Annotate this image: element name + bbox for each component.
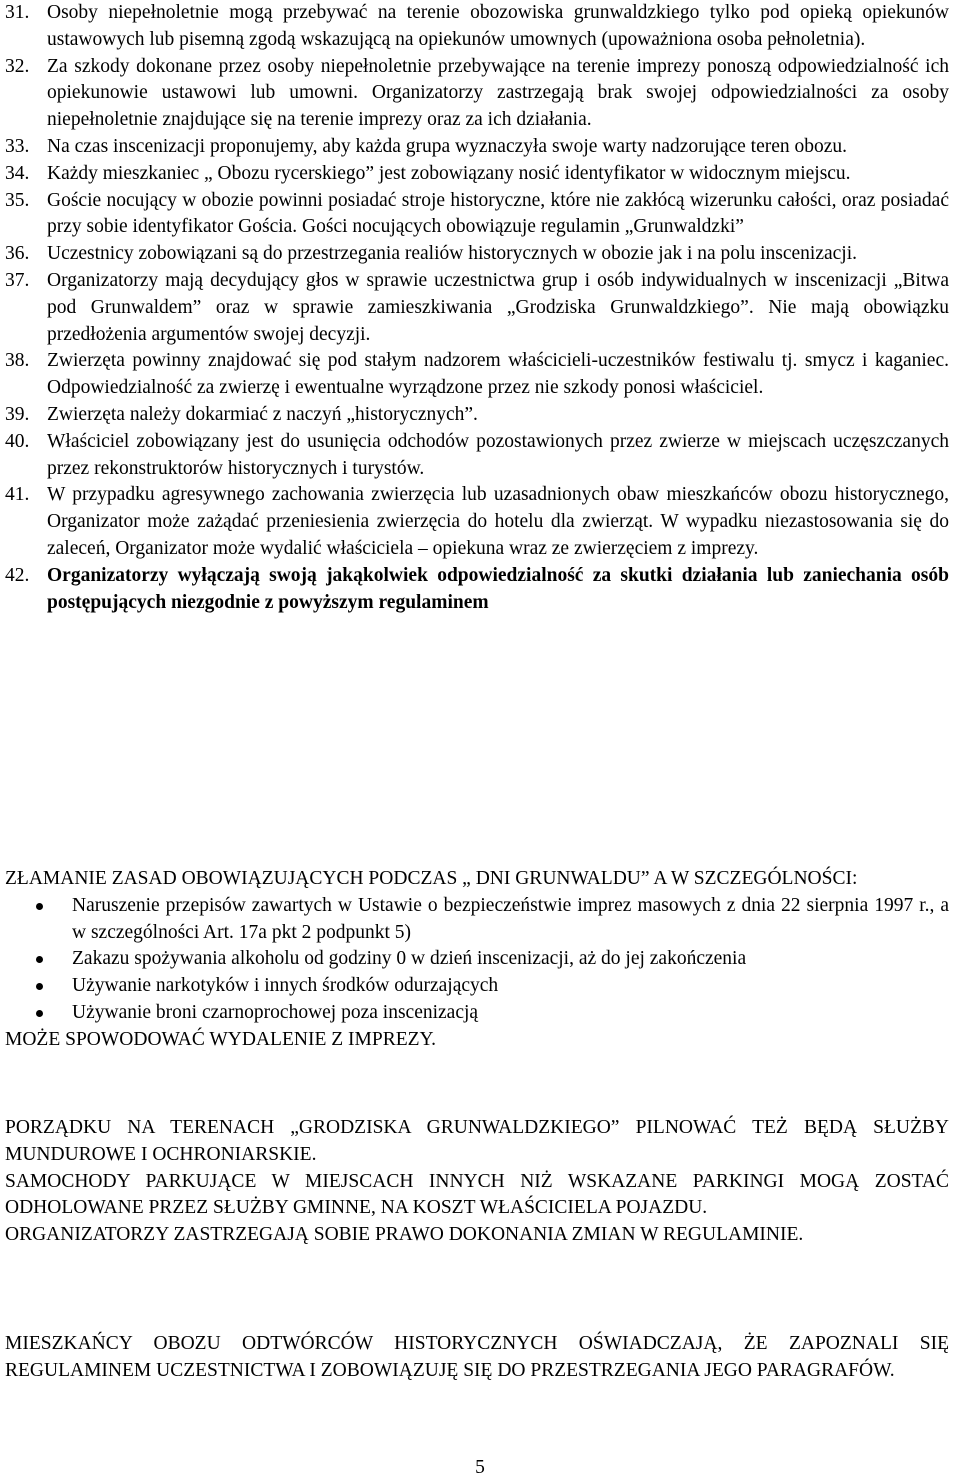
- rule-text: Organizatorzy mają decydujący głos w sprawie uczestnictwa grup i osób indywidualnych w inscenizacji „Bitwa pod Grunwaldem” oraz w sprawie zamieszkiwania „Grodziska Grunwaldzkiego”. Nie mają obowiązku przedłożenia argumentów swojej decyzji.: [47, 269, 949, 345]
- violations-heading: ZŁAMANIE ZASAD OBOWIĄZUJĄCYCH PODCZAS „ DNI GRUNWALDU” A W SZCZEGÓLNOŚCI:: [5, 868, 858, 889]
- rule-item: [5, 563, 949, 617]
- rules-list: [5, 0, 949, 616]
- rule-text: Organizatorzy wyłączają swoją jakąkolwiek odpowiedzialność za skutki działania lub zaniechania osób postępujących niezgodnie z powyższym regulaminem: [47, 564, 949, 613]
- bullet-icon: [5, 946, 72, 973]
- rule-text: Każdy mieszkaniec „ Obozu rycerskiego” jest zobowiązany nosić identyfikator w widocznym miejscu.: [47, 162, 851, 184]
- rule-number: 33.: [5, 135, 30, 157]
- violations-consequence: MOŻE SPOWODOWAĆ WYDALENIE Z IMPREZY.: [5, 1028, 436, 1050]
- rule-item: [5, 161, 949, 188]
- rule-item: [5, 348, 949, 402]
- violation-text: Zakazu spożywania alkoholu od godziny 0 w dzień inscenizacji, aż do jej zakończenia: [72, 948, 747, 970]
- rule-text: W przypadku agresywnego zachowania zwierzęcia lub uzasadnionych obaw mieszkańców obozu historycznego, Organizator może zażądać przeniesienia zwierzęcia do hotelu dla zwierząt. W wypadku niezastosowania się do zaleceń, Organizator może wydalić właściciela – opiekuna wraz ze zwierzęciem z imprezy.: [47, 484, 949, 559]
- rule-number: 36.: [5, 243, 30, 265]
- violation-text: Używanie narkotyków i innych środków odurzających: [72, 975, 499, 997]
- rule-text: Właściciel zobowiązany jest do usunięcia odchodów pozostawionych przez zwierze w miejscach uczęszczanych przez rekonstruktorów historycznych i turystów.: [47, 430, 949, 479]
- rule-text: Osoby niepełnoletnie mogą przebywać na terenie obozowiska grunwaldzkiego tylko pod opieką opiekunów ustawowych lub pisemną zgodą wskazującą na opiekunów umownych (upoważniona osoba pełnoletnia).: [47, 2, 949, 50]
- declaration-section: [5, 1331, 949, 1385]
- rule-item: [5, 54, 949, 134]
- rule-number: 35.: [5, 189, 30, 211]
- violation-item: [5, 893, 949, 947]
- rule-number: 31.: [5, 2, 30, 23]
- rule-text: Na czas inscenizacji proponujemy, aby każda grupa wyznaczyła swoje warty nadzorujące teren obozu.: [47, 135, 848, 157]
- bullet-icon: [5, 973, 72, 1000]
- declaration-text: MIESZKAŃCY OBOZU ODTWÓRCÓW HISTORYCZNYCH OŚWIADCZAJĄ, ŻE ZAPOZNALI SIĘ REGULAMINEM UCZESTNICTWA I ZOBOWIĄZUJĘ SIĘ DO PRZESTRZEGANIA JEGO PARAGRAFÓW.: [5, 1333, 949, 1381]
- rule-item: [5, 188, 949, 242]
- notice-security: PORZĄDKU NA TERENACH „GRODZISKA GRUNWALDZKIEGO” PILNOWAĆ TEŻ BĘDĄ SŁUŻBY MUNDUROWE I OCHRONIARSKIE.: [5, 1117, 949, 1165]
- violations-list: [5, 893, 949, 1027]
- rule-number: 39.: [5, 403, 30, 425]
- rule-item: [5, 429, 949, 483]
- rule-text: Za szkody dokonane przez osoby niepełnoletnie przebywające na terenie imprezy ponoszą odpowiedzialność ich opiekunowie ustawowi lub umowni. Organizatorzy zastrzegają brak swojej odpowiedzialności za osoby niepełnoletnie znajdujące się na terenie imprezy oraz za ich działania.: [47, 55, 949, 131]
- rule-item: [5, 268, 949, 348]
- rule-text: Zwierzęta należy dokarmiać z naczyń „historycznych”.: [47, 403, 478, 425]
- notice-changes: ORGANIZATORZY ZASTRZEGAJĄ SOBIE PRAWO DOKONANIA ZMIAN W REGULAMINIE.: [5, 1224, 804, 1246]
- page-number: 5: [475, 1457, 485, 1478]
- violation-item: [5, 973, 949, 1000]
- rule-text: Uczestnicy zobowiązani są do przestrzegania realiów historycznych w obozie jak i na polu inscenizacji.: [47, 243, 858, 265]
- rule-number: 37.: [5, 269, 30, 291]
- rule-item: [5, 0, 949, 54]
- notices-section: [5, 1115, 949, 1249]
- rule-text: Goście nocujący w obozie powinni posiadać stroje historyczne, które nie zakłócą wizerunku całości, oraz posiadać przy sobie identyfikator Gościa. Gości nocujących obowiązuje regulamin „Grunwaldzki”: [47, 189, 949, 238]
- bullet-icon: [5, 1000, 72, 1027]
- violation-item: [5, 946, 949, 973]
- rule-number: 42.: [5, 564, 30, 586]
- rule-item: [5, 241, 949, 268]
- violations-section: [5, 866, 949, 1054]
- violation-item: [5, 1000, 949, 1027]
- rule-number: 40.: [5, 430, 30, 452]
- rule-number: 38.: [5, 350, 30, 372]
- rule-item: [5, 134, 949, 161]
- notice-parking: SAMOCHODY PARKUJĄCE W MIEJSCACH INNYCH NIŻ WSKAZANE PARKINGI MOGĄ ZOSTAĆ ODHOLOWANE PRZEZ SŁUŻBY GMINNE, NA KOSZT WŁAŚCICIELA POJAZDU.: [5, 1170, 949, 1219]
- rule-number: 32.: [5, 55, 30, 77]
- rule-number: 34.: [5, 162, 30, 184]
- bullet-icon: [5, 893, 72, 947]
- rule-text: Zwierzęta powinny znajdować się pod stałym nadzorem właścicieli-uczestników festiwalu tj. smycz i kaganiec. Odpowiedzialność za zwierzę i ewentualne wyrządzone przez nie szkody ponosi właściciel.: [47, 350, 949, 399]
- violation-text: Naruszenie przepisów zawartych w Ustawie o bezpieczeństwie imprez masowych z dnia 22 sierpnia 1997 r., a w szczególności Art. 17a pkt 2 podpunkt 5): [72, 894, 949, 943]
- rule-item: [5, 482, 949, 562]
- rule-item: [5, 402, 949, 429]
- rule-number: 41.: [5, 484, 30, 506]
- violation-text: Używanie broni czarnoprochowej poza inscenizacją: [72, 1001, 479, 1023]
